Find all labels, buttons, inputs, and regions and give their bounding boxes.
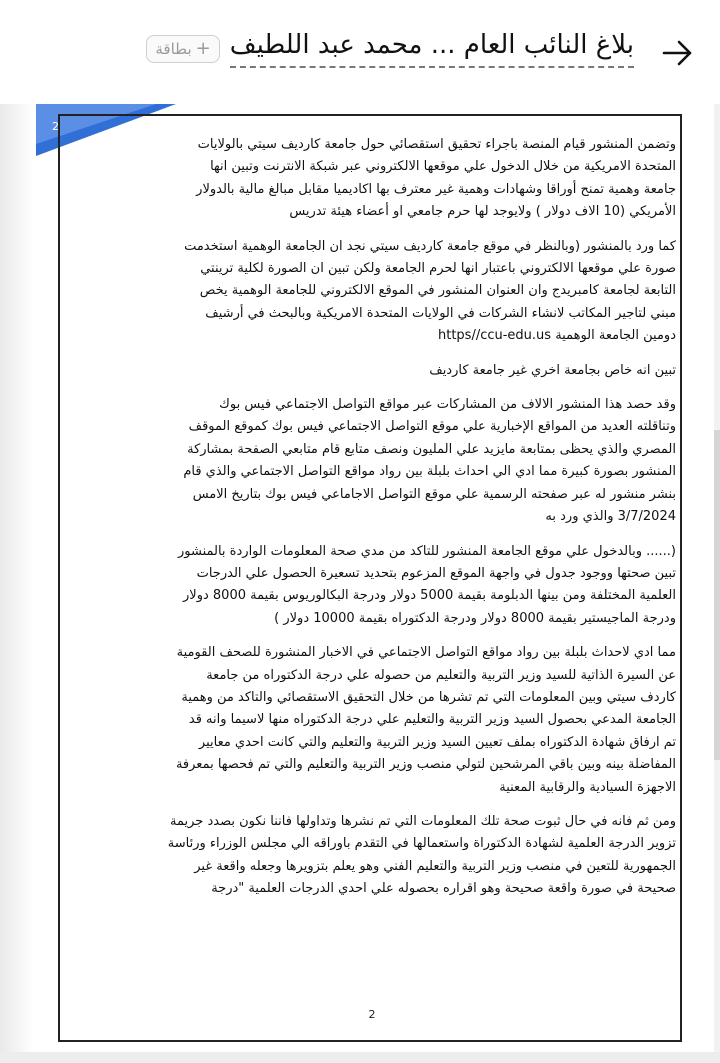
text-line: المتحدة الامريكية من خلال الدخول علي موقعها الالكتروني عبر شبكة الانترنت وتبين انها (210, 159, 676, 175)
page-number: 2 (368, 1008, 376, 1021)
text-line: تزوير الدرجة العلمية لشهادة الدكتوراة واستعمالها في التقدم باوراقه الي مجلس الوزراء ورئاسة (167, 836, 676, 852)
text-line: الأمريكي (10 الاف دولار ) ولايوجد لها حرم جامعي او أعضاء هيئة تدريس (289, 204, 676, 220)
card-chip-button[interactable] (146, 35, 219, 63)
text-line: وتضمن المنشور قيام المنصة باجراء تحقيق استقصائي حول جامعة كارديف سيتي بالولايات (197, 137, 676, 152)
text-line: صورة علي موقعها الالكتروني باعتبار انها لحرم الجامعة ولكن تبين ان الصورة لكلية ترينتي (200, 261, 676, 277)
page-title: بلاغ النائب العام ... محمد عبد اللطيف (230, 30, 634, 68)
left-edge-shadow (0, 104, 34, 1063)
title-area (146, 30, 634, 68)
text-line: وتناقلته العديد من المواقع الإخبارية علي موقع التواصل الاجتماعي فيس بوك كموقع الموقف (188, 419, 676, 435)
paragraph (66, 236, 676, 348)
paragraph (66, 360, 676, 382)
text-line: بنشر منشور له عبر صفحته الرسمية علي موقع التواصل الاجاماعي فيس بوك بتاريخ الامس (192, 486, 676, 502)
scrollbar-thumb[interactable] (714, 430, 720, 760)
back-arrow-icon[interactable] (660, 36, 694, 70)
top-bar (0, 0, 720, 104)
paragraph (66, 811, 676, 901)
text-line: مبني لتاجير المكاتب لانشاء الشركات في الولايات المتحدة الامريكية وبالبحث في أرشيف (205, 305, 676, 321)
bottom-edge (0, 1052, 720, 1063)
text-line: صحيحة في صورة واقعة صحيحة وهو اقراره بحصوله علي احدي الدرجات العلمية "درجة (211, 881, 676, 897)
text-line: تبين انه خاص بجامعة اخري غير جامعة كارديف (429, 362, 676, 378)
text-line: الجمهورية للتعين في منصب وزير التربية والتعليم الفني وهو يعلم بتزويرها وجعله واقعة غير (194, 858, 676, 874)
text-line: تم ارفاق شهادة الدكتوراه بملف تعيين السيد وزير التربية والتعليم والتي كانت احدي معايير (198, 734, 676, 750)
text-line: مما ادي لاحداث بلبلة بين رواد مواقع التواصل الاجتماعي في الاخبار المنشورة للصحف القومية (176, 645, 676, 661)
text-line: تبين صحتها ووجود جدول في واجهة الموقع المزعوم بتحديد تسعيرة الحصول علي الدرجات (196, 565, 676, 581)
text-line: عن السيرة الذاتية للسيد وزير التربية والتعليم من حصوله علي درجة الدكتوراه من جامعة (206, 667, 676, 683)
text-line: جامعة وهمية تمنح أوراقا وشهادات وهمية غير معترف بها اكاديميا مقابل مبالغ مالية بالدولار (196, 181, 676, 197)
paragraph (66, 394, 676, 528)
card-chip-label: بطاقة (155, 40, 192, 58)
text-line: دومين الجامعة الوهمية https//ccu-edu.us (437, 328, 676, 344)
document-page (36, 104, 708, 1052)
text-line: الاجهزة السيادية والرقابية المعنية (499, 779, 676, 795)
text-line: التابعة لجامعة كامبريدج وان العنوان المنشور في الموقع الالكتروني للجامعة الوهمية يخص (199, 283, 676, 299)
paragraph (66, 134, 676, 224)
document-body (66, 134, 676, 913)
text-line: ودرجة الماجيستير بقيمة 8000 دولار ودرجة الدكتوراه بقيمة 10000 دولار ) (274, 610, 676, 626)
text-line: المصري والذي يحظى بمتابعة مايزيد علي المليون ونصف متابع قام متابعي الصفحة بمشاركة (187, 441, 676, 457)
text-line: وقد حصد هذا المنشور الالاف من المشاركات عبر مواقع التواصل الاجتماعي فيس بوك (219, 397, 676, 413)
text-line: العلمية المختلفة ومن بينها الدبلومة بقيمة 5000 دولار ودرجة البكالوريوس بقيمة 8000 دولار (183, 588, 676, 604)
text-line: المنشور بصورة كبيرة مما ادي الي احداث بلبلة بين رواد مواقع التواصل الاجتماعي والذي قام (183, 464, 676, 480)
text-line: كما ورد بالمنشور (وبالنظر في موقع جامعة كارديف سيتي نجد ان الجامعة الوهمية استخدمت (184, 238, 676, 254)
plus-icon: + (195, 38, 211, 59)
text-line: (...... وبالدخول علي موقع الجامعة المنشور للتاكد من مدي صحة المعلومات الواردة بالمنشور (177, 543, 676, 559)
text-line: الجامعة المدعي بحصول السيد وزير التربية والتعليم علي درجة الدكتوراه منها لاسيما وانه قد (188, 712, 676, 728)
paragraph (66, 642, 676, 799)
text-line: المفاضلة بينه وبين باقي المرشحين لتولي منصب وزير التربية والتعليم والتي تم فحصها بمعرفة (175, 757, 676, 773)
paragraph (66, 541, 676, 631)
text-line: ومن ثم فانه في حال ثبوت صحة تلك المعلومات التي تم نشرها وتداولها فاننا نكون بصدد جريمة (170, 813, 676, 829)
text-line: 3/7/2024 والذي ورد به (545, 509, 676, 525)
corner-page-number: 2 (52, 120, 59, 133)
text-line: كاردف سيتي وبين المعلومات التي تم تشرها من خلال التحقيق الاستقصائي والتاكد من وهمية (181, 689, 676, 705)
